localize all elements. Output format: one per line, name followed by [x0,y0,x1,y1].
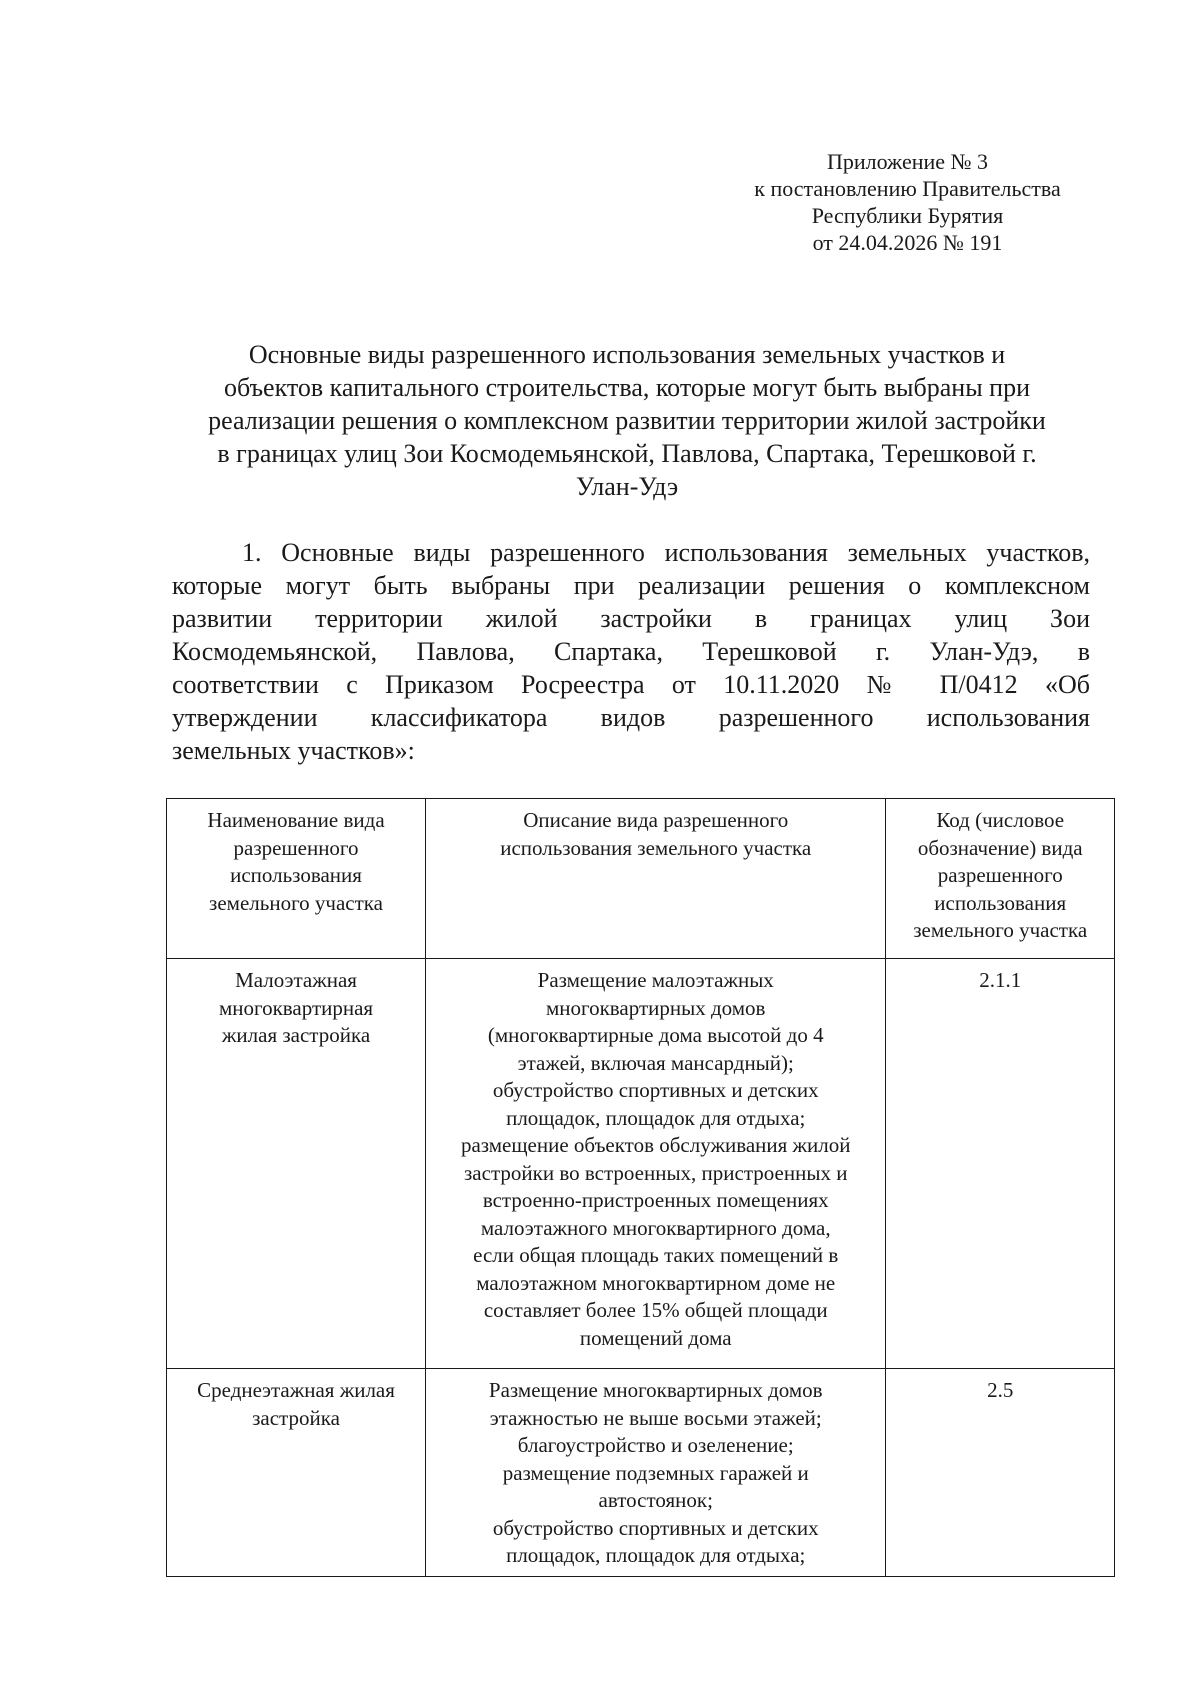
cell-text: застройка [252,1405,340,1430]
header-cell-description [426,799,886,959]
title-line: объектов капитального строительства, которые могут быть выбраны при [224,373,1030,402]
title-line: Улан-Удэ [575,472,679,501]
cell-text: если общая площадь таких помещений в [473,1243,839,1267]
cell-use-description [426,959,886,1369]
cell-text: размещение подземных гаражей и [502,1460,809,1485]
header-text: использования [934,890,1067,915]
appendix-line: Республики Бурятия [811,203,1004,228]
cell-text: малоэтажном многоквартирном доме не [476,1270,836,1295]
cell-text: площадок, площадок для отдыха; [506,1543,806,1567]
paragraph-line: развитии территории жилой застройки в границах улиц Зои [172,604,1090,633]
cell-use-code [886,959,1115,1369]
cell-text: застройки во встроенных, пристроенных и [464,1160,848,1185]
header-text: использования земельного участка [500,835,812,860]
appendix-line: к постановлению Правительства [754,176,1061,201]
cell-text: многоквартирная [218,995,374,1020]
cell-text: этажностью не выше восьми этажей; [489,1405,822,1430]
header-text: Описание вида разрешенного [523,808,789,832]
cell-text: встроенно-пристроенных помещениях [482,1188,829,1212]
appendix-line: от 24.04.2026 № 191 [812,230,1003,255]
cell-text: обустройство спортивных и детских [492,1515,819,1540]
paragraph-line: утверждении классификатора видов разрешенного использования [172,703,1090,732]
cell-text: Среднеэтажная жилая [197,1378,395,1402]
header-cell-code [886,799,1115,959]
cell-text: жилая застройка [221,1023,371,1047]
cell-text: (многоквартирные дома высотой до 4 [487,1023,824,1047]
cell-use-description [426,1369,886,1577]
cell-text: малоэтажного многоквартирного дома, [480,1215,831,1240]
paragraph-line: 1. Основные виды разрешенного использования земельных участков, [242,538,1090,567]
cell-text: размещение объектов обслуживания жилой [460,1133,851,1157]
paragraph-line: соответствии с Приказом Росреестра от 10.11.2020 № П/0412 «Об [172,670,1090,699]
cell-use-code [886,1369,1115,1577]
title-line: Основные виды разрешенного использования земельных участков и [248,340,1006,369]
title-line: реализации решения о комплексном развитии территории жилой застройки [208,406,1046,435]
header-text: использования [230,863,362,887]
cell-text: 2.1.1 [979,968,1022,992]
header-text: земельного участка [209,890,383,915]
title-line: в границах улиц Зои Космодемьянской, Павлова, Спартака, Терешковой г. [217,439,1037,468]
cell-text: обустройство спортивных и детских [492,1078,819,1102]
cell-text: этажей, включая мансардный); [517,1050,794,1075]
cell-text: автостоянок; [598,1488,713,1512]
cell-use-name [167,1369,426,1577]
cell-text: помещений дома [579,1325,732,1350]
land-use-table [166,798,1115,1577]
paragraph-line: земельных участков»: [172,736,415,765]
paragraph-line: которые могут быть выбраны при реализации решения о комплексном [172,571,1090,600]
cell-text: Размещение многоквартирных домов [488,1378,823,1402]
cell-text: площадок, площадок для отдыха; [506,1105,806,1130]
paragraph-line: Космодемьянской, Павлова, Спартака, Терешковой г. Улан-Удэ, в [172,637,1090,666]
cell-text: благоустройство и озеленение; [517,1433,794,1457]
header-text: обозначение) вида [917,835,1083,860]
appendix-header [730,148,1085,256]
cell-text: Малоэтажная [235,968,357,992]
cell-text: 2.5 [987,1378,1014,1402]
table-row [167,959,1115,1369]
table-header-row [167,799,1115,959]
intro-paragraph [172,536,1090,767]
cell-text: составляет более 15% общей площади [483,1298,828,1322]
header-text: Код (числовое [936,808,1065,832]
cell-text: Размещение малоэтажных [537,968,774,992]
cell-text: многоквартирных домов [545,995,766,1020]
table-row [167,1369,1115,1577]
header-text: разрешенного [937,863,1063,887]
cell-use-name [167,959,426,1369]
header-text: разрешенного [233,835,359,860]
header-cell-name [167,799,426,959]
appendix-line: Приложение № 3 [826,149,989,174]
document-title [162,338,1092,503]
header-text: земельного участка [913,918,1088,942]
header-text: Наименование вида [207,808,385,832]
